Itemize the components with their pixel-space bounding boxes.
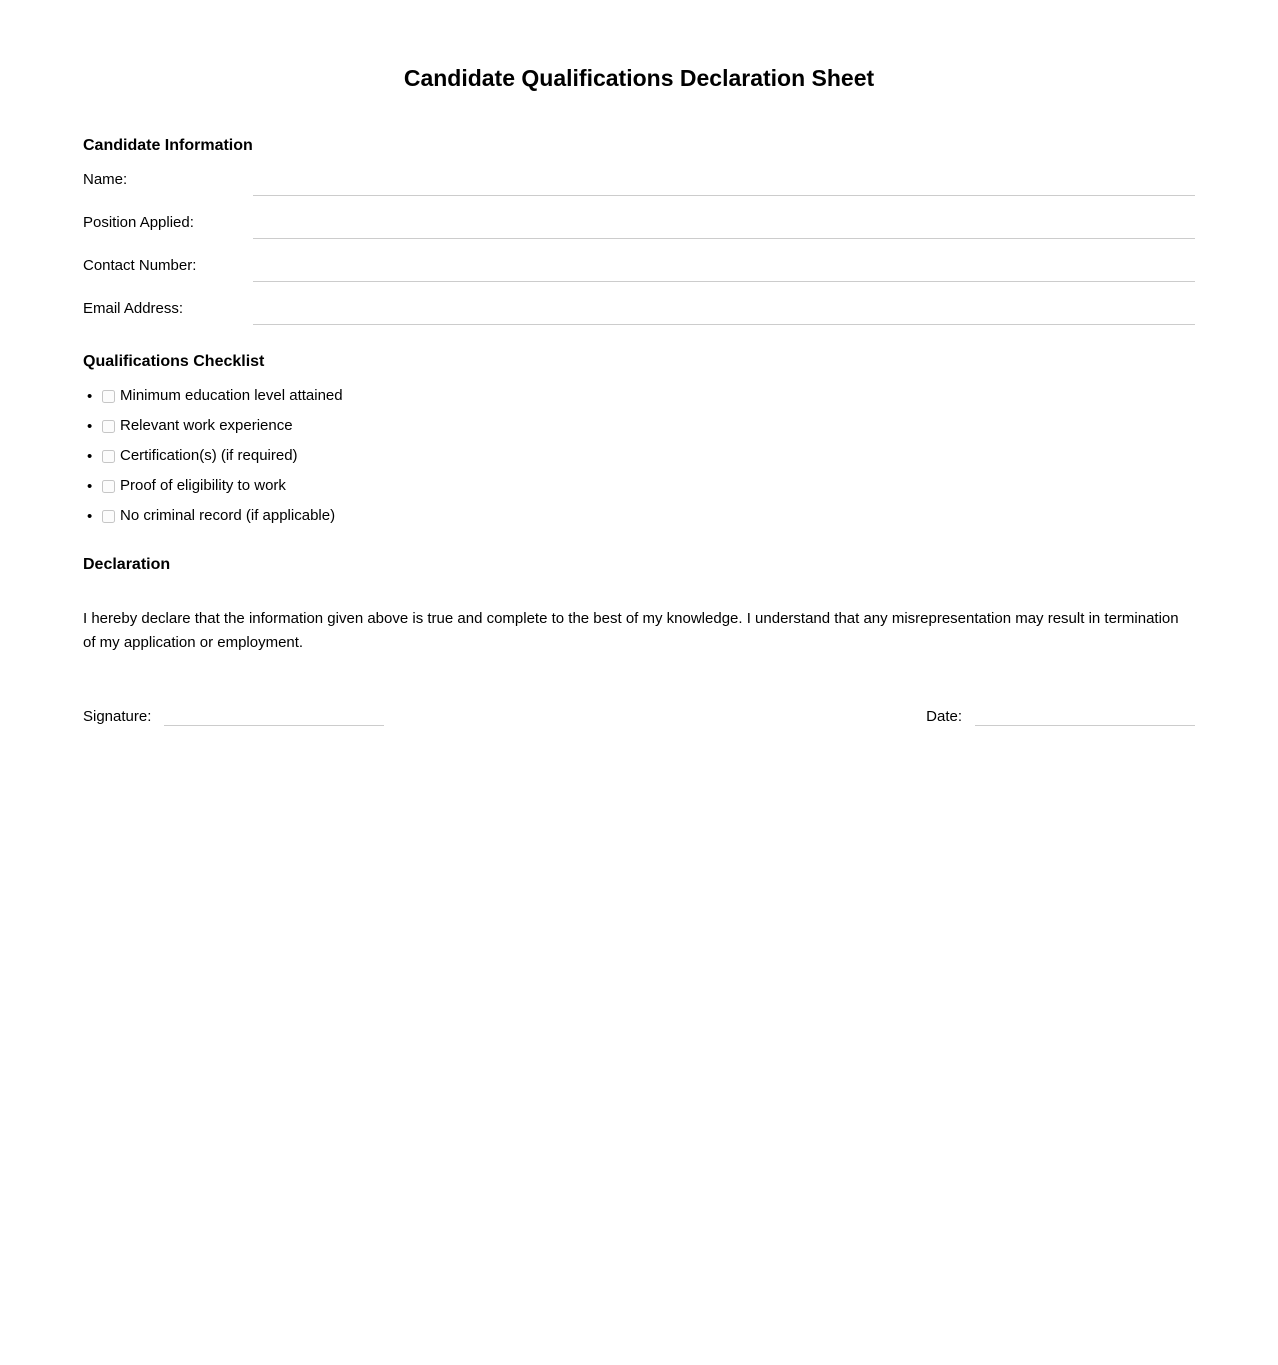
field-row-position-applied [83,201,1195,244]
bullet-icon: • [87,447,93,465]
candidate-info-section [83,136,1195,330]
email-address-input-line[interactable] [253,287,1195,325]
checklist-item-education [83,381,1195,411]
declaration-text: I hereby declare that the information given above is true and complete to the best of my knowledge. I understand that any misrepresentation may result in termination of my application or employment. [83,610,1179,651]
position-applied-input-line[interactable] [253,201,1195,239]
checkbox-certifications[interactable] [102,450,115,463]
date-input-line[interactable] [975,725,1195,726]
form-page [0,65,1278,1365]
signature-group [83,706,384,728]
contact-number-input-line[interactable] [253,244,1195,282]
qualifications-checklist [83,381,1195,531]
checklist-item-work-experience [83,411,1195,441]
field-row-name [83,158,1195,201]
declaration-section [83,555,1195,655]
checklist-item-certifications [83,441,1195,471]
signature-row [83,706,1195,728]
date-group [926,706,1195,728]
checklist-item-eligibility [83,471,1195,501]
field-row-contact-number [83,244,1195,287]
checklist-section [83,352,1195,531]
checklist-item-label: Proof of eligibility to work [120,477,286,494]
date-label: Date: [926,708,962,725]
contact-number-label: Contact Number: [83,256,197,274]
checklist-item-label: Certification(s) (if required) [120,447,298,464]
signature-input-line[interactable] [164,725,384,726]
bullet-icon: • [87,507,93,525]
checklist-heading: Qualifications Checklist [83,353,265,370]
name-input-line[interactable] [253,158,1195,196]
page-title: Candidate Qualifications Declaration Sheet [403,65,875,91]
checklist-item-label: Relevant work experience [120,417,293,434]
checkbox-eligibility-to-work[interactable] [102,480,115,493]
candidate-info-heading: Candidate Information [83,137,253,154]
checkbox-no-criminal-record[interactable] [102,510,115,523]
position-applied-label: Position Applied: [83,213,194,231]
email-address-label: Email Address: [83,299,184,317]
bullet-icon: • [87,477,93,495]
candidate-info-fields [83,158,1195,330]
signature-label: Signature: [83,708,152,725]
checklist-item-label: No criminal record (if applicable) [120,507,336,524]
field-row-email-address [83,287,1195,330]
name-label: Name: [83,170,128,188]
declaration-heading: Declaration [83,556,171,573]
bullet-icon: • [87,417,93,435]
bullet-icon: • [87,387,93,405]
checkbox-minimum-education[interactable] [102,390,115,403]
checklist-item-criminal-record [83,501,1195,531]
checklist-item-label: Minimum education level attained [120,387,343,404]
checkbox-work-experience[interactable] [102,420,115,433]
